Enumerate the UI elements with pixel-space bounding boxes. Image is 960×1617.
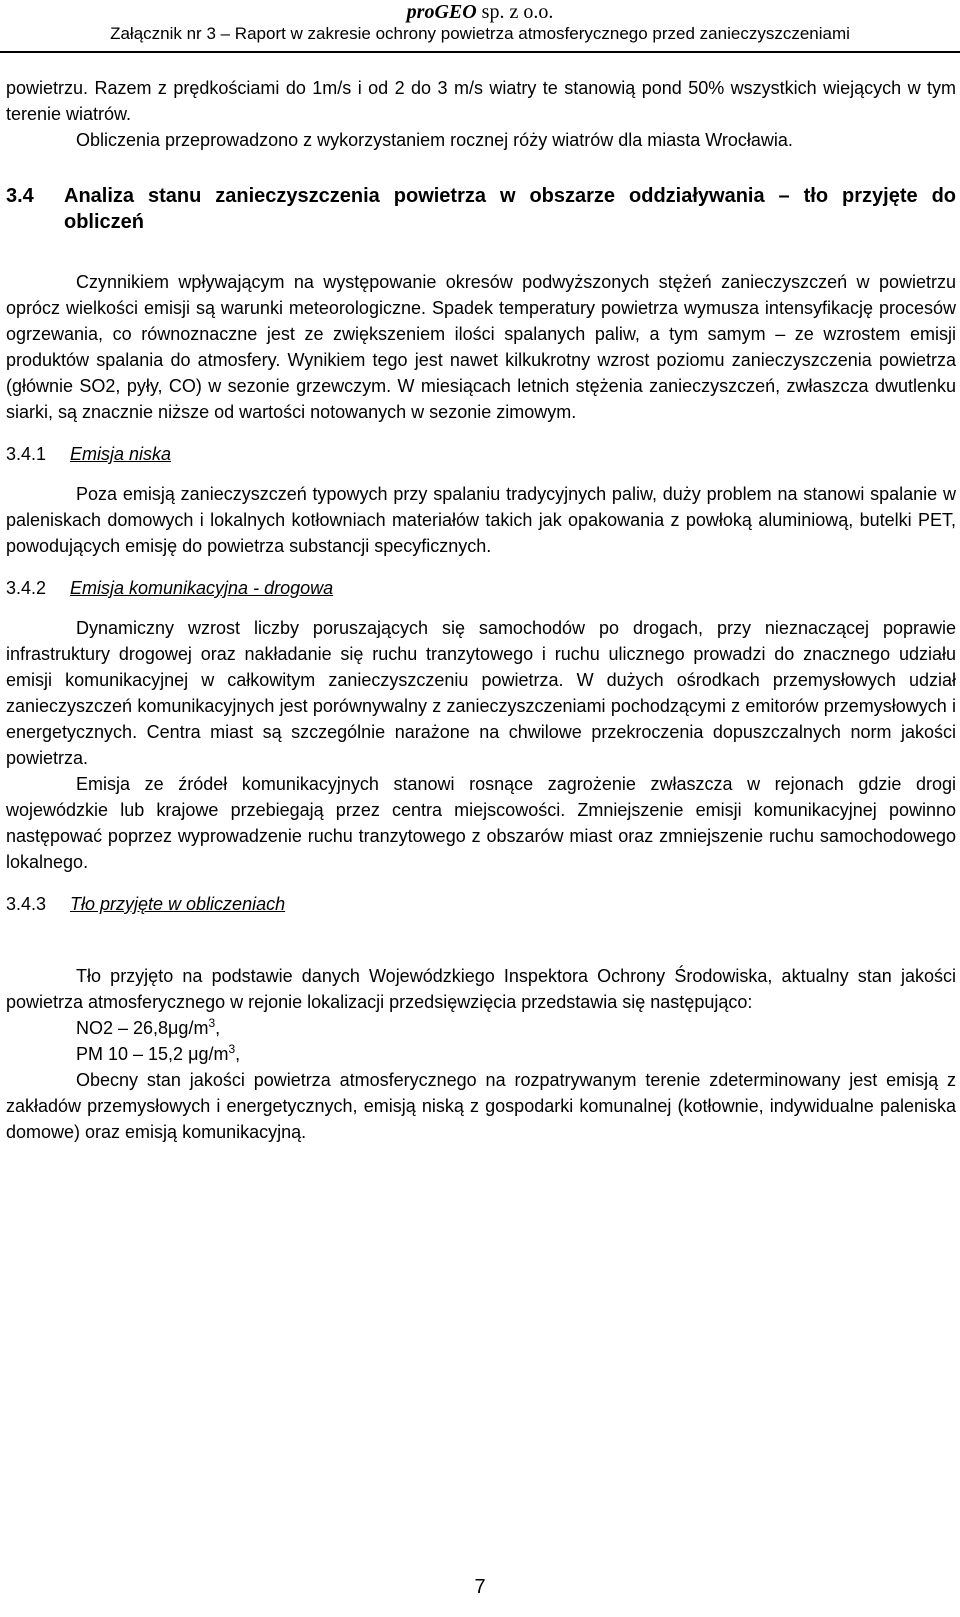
section-heading (6, 183, 956, 235)
subsection-title-3: Tło przyjęte w obliczeniach (70, 894, 286, 914)
subsection-paragraph-2a: Dynamiczny wzrost liczby poruszających się samochodów po drogach, przy nieznaczącej poprawie infrastruktury drogowej oraz nakładanie się ruchu tranzytowego i ruchu ulicznego prowadzi do znacznego udziału emisji komunikacyjnej w całkowitym zanieczyszczeniu powietrza. W dużych ośrodkach przemysłowych udział zanieczyszczeń komunikacyjnych jest porównywalny z zanieczyszczeniami pochodzącymi z emitorów przemysłowych i energetycznych. Centra miast są szczególnie narażone na chwilowe przekroczenia dopuszczalnych norm jakości powietrza. (6, 618, 956, 768)
value-no2-text: NO2 – 26,8μg/m (76, 1018, 209, 1038)
value-pm10 (76, 1041, 956, 1067)
value-no2 (76, 1015, 956, 1041)
subsection-heading-3 (6, 891, 956, 917)
page-header (0, 0, 960, 45)
subsection-number-3: 3.4.3 (6, 894, 47, 914)
company-name (0, 1, 960, 23)
header-rule (0, 51, 960, 53)
subsection-number-2: 3.4.2 (6, 578, 47, 598)
section-title: Analiza stanu zanieczyszczenia powietrza w obszarze oddziaływania – tło przyjęte do obliczeń (64, 185, 956, 233)
intro-paragraph-2: Obliczenia przeprowadzono z wykorzystaniem rocznej róży wiatrów dla miasta Wrocławia. (76, 130, 793, 150)
company-suffix: sp. z o.o. (476, 1, 554, 23)
subsection-number-1: 3.4.1 (6, 444, 47, 464)
background-values (76, 1015, 956, 1067)
page-number: 7 (474, 1576, 486, 1598)
subsection-paragraph-3b: Obecny stan jakości powietrza atmosferycznego na rozpatrywanym terenie zdeterminowany jest emisją z zakładów przemysłowych i energetycznych, emisją niską z gospodarki komunalnej (kotłownie, indywidualne paleniska domowe) oraz emisją komunikacyjną. (6, 1070, 956, 1142)
document-body (6, 75, 956, 1145)
subsection-paragraph-2b: Emisja ze źródeł komunikacyjnych stanowi rosnące zagrożenie zwłaszcza w rejonach gdzie drogi wojewódzkie lub krajowe przebiegają przez centra miejscowości. Zmniejszenie emisji komunikacyjnej powinno następować poprzez wyprowadzenie ruchu tranzytowego z obszarów miast oraz zmniejszenie ruchu samochodowego lokalnego. (6, 774, 956, 872)
subsection-heading-2 (6, 575, 956, 601)
subsection-paragraph-1: Poza emisją zanieczyszczeń typowych przy spalaniu tradycyjnych paliw, duży problem na stanowi spalanie w paleniskach domowych i lokalnych kotłowniach materiałów takich jak opakowania z powłoką aluminiową, butelki PET, powodujących emisję do powietrza substancji specyficznych. (6, 484, 956, 556)
value-pm10-text: PM 10 – 15,2 μg/m (76, 1044, 229, 1064)
subsection-paragraph-3a: Tło przyjęto na podstawie danych Wojewódzkiego Inspektora Ochrony Środowiska, aktualny stan jakości powietrza atmosferycznego w rejonie lokalizacji przedsięwzięcia przedstawia się następująco: (6, 966, 956, 1012)
subsection-title-1: Emisja niska (70, 444, 172, 464)
section-number: 3.4 (6, 185, 34, 207)
value-no2-exponent: 3 (208, 1016, 216, 1030)
company-brand: proGEO (406, 1, 477, 23)
subsection-title-2: Emisja komunikacyjna - drogowa (70, 578, 334, 598)
document-subtitle: Załącznik nr 3 – Raport w zakresie ochrony powietrza atmosferycznego przed zanieczyszczeniami (110, 24, 850, 43)
value-pm10-end: , (235, 1044, 241, 1064)
intro-paragraph-1: powietrzu. Razem z prędkościami do 1m/s i od 2 do 3 m/s wiatry te stanowią pond 50% wszystkich wiejących w tym terenie wiatrów. (6, 78, 956, 124)
value-pm10-exponent: 3 (228, 1042, 236, 1056)
value-no2-end: , (215, 1018, 221, 1038)
section-paragraph: Czynnikiem wpływającym na występowanie okresów podwyższonych stężeń zanieczyszczeń w powietrzu oprócz wielkości emisji są warunki meteorologiczne. Spadek temperatury powietrza wymusza intensyfikację procesów ogrzewania, co równoznaczne jest ze zwiększeniem ilości spalanych paliw, a tym samym – ze wzrostem emisji produktów spalania do atmosfery. Wynikiem tego jest nawet kilkukrotny wzrost poziomu zanieczyszczenia powietrza (głównie SO2, pyły, CO) w sezonie grzewczym. W miesiącach letnich stężenia zanieczyszczeń, zwłaszcza dwutlenku siarki, są znacznie niższe od wartości notowanych w sezonie zimowym. (6, 272, 956, 422)
subsection-heading-1 (6, 441, 956, 467)
